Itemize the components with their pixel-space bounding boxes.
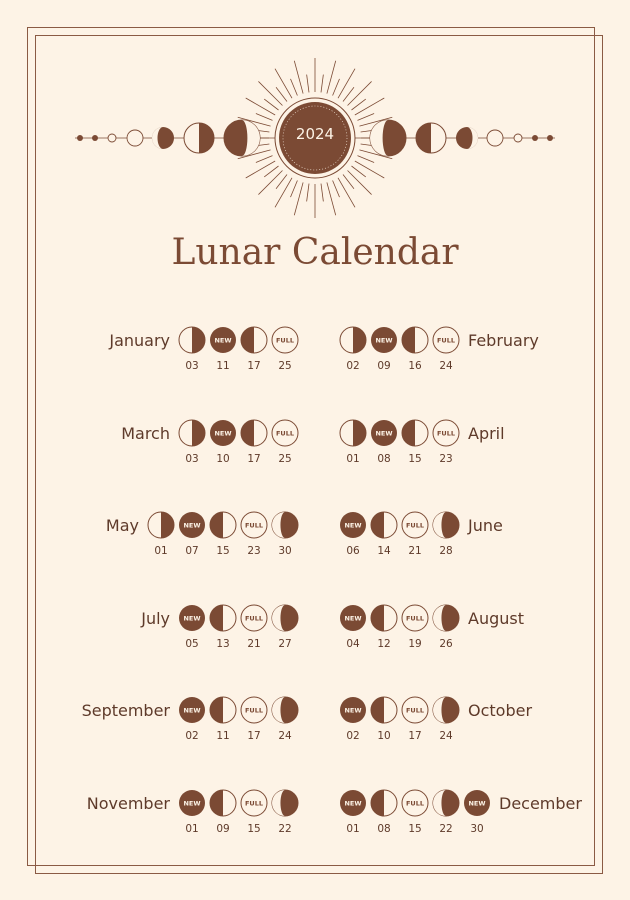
phase-date: 23	[439, 453, 453, 465]
phase-date: 24	[439, 360, 453, 372]
phase-date: 19	[408, 638, 422, 650]
moon-phase-icon	[77, 135, 83, 141]
phase-date: 25	[278, 360, 292, 372]
moon-phase-icon	[532, 135, 538, 141]
svg-text:NEW: NEW	[183, 799, 201, 808]
phase-date: 08	[377, 453, 391, 465]
svg-text:NEW: NEW	[214, 429, 232, 438]
svg-text:FULL: FULL	[275, 336, 295, 345]
phase-date: 15	[408, 453, 422, 465]
moon-phase-icon	[184, 123, 214, 153]
svg-text:FULL: FULL	[405, 799, 425, 808]
phase-date: 07	[185, 545, 199, 557]
full-moon-icon	[432, 419, 460, 447]
moon-phase-icon	[370, 511, 398, 539]
svg-text:FULL: FULL	[405, 521, 425, 530]
phase-date: 12	[377, 638, 391, 650]
year-label: 2024	[295, 125, 335, 143]
full-moon-icon	[401, 696, 429, 724]
svg-text:NEW: NEW	[183, 706, 201, 715]
svg-text:NEW: NEW	[344, 799, 362, 808]
svg-text:NEW: NEW	[375, 429, 393, 438]
month-name: November	[86, 794, 170, 813]
phase-date: 23	[247, 545, 261, 557]
svg-text:NEW: NEW	[468, 799, 486, 808]
full-moon-icon	[401, 511, 429, 539]
svg-text:FULL: FULL	[436, 336, 456, 345]
full-moon-icon	[432, 326, 460, 354]
phase-date: 01	[346, 823, 360, 835]
phase-date: 22	[439, 823, 453, 835]
phase-date: 30	[278, 545, 292, 557]
phase-date: 08	[377, 823, 391, 835]
phase-date: 14	[377, 545, 391, 557]
new-moon-icon	[339, 789, 367, 817]
moon-phase-icon	[108, 134, 116, 142]
moon-phase-icon	[547, 135, 553, 141]
moon-phase-icon	[432, 511, 460, 539]
moon-phase-icon	[432, 789, 460, 817]
month-name: October	[468, 701, 533, 720]
phase-date: 17	[247, 360, 261, 372]
svg-text:NEW: NEW	[375, 336, 393, 345]
full-moon-icon	[401, 789, 429, 817]
phase-date: 03	[185, 453, 199, 465]
svg-text:NEW: NEW	[214, 336, 232, 345]
svg-text:NEW: NEW	[183, 521, 201, 530]
phase-date: 21	[408, 545, 422, 557]
phase-date: 02	[346, 730, 360, 742]
moon-phase-icon	[487, 130, 503, 146]
month-name: December	[499, 794, 582, 813]
month-name: March	[121, 424, 170, 443]
moon-phase-icon	[432, 604, 460, 632]
moon-phase-icon	[224, 120, 260, 156]
svg-text:NEW: NEW	[344, 521, 362, 530]
moon-phase-icon	[456, 127, 478, 149]
new-moon-icon	[339, 604, 367, 632]
phase-date: 17	[408, 730, 422, 742]
moon-phase-icon	[401, 326, 429, 354]
month-april	[0, 419, 630, 465]
svg-text:FULL: FULL	[244, 799, 264, 808]
svg-text:FULL: FULL	[244, 521, 264, 530]
phase-date: 22	[278, 823, 292, 835]
phase-date: 16	[408, 360, 422, 372]
phase-date: 10	[377, 730, 391, 742]
month-name: May	[105, 516, 139, 535]
phase-date: 11	[216, 730, 230, 742]
moon-phase-icon	[152, 127, 174, 149]
month-name: September	[81, 701, 170, 720]
moon-phase-icon	[339, 419, 367, 447]
new-moon-icon	[463, 789, 491, 817]
phase-date: 15	[408, 823, 422, 835]
month-name: August	[468, 609, 524, 628]
phase-date: 02	[185, 730, 199, 742]
phase-date: 24	[278, 730, 292, 742]
new-moon-icon	[339, 511, 367, 539]
phase-date: 15	[216, 545, 230, 557]
new-moon-icon	[370, 419, 398, 447]
phase-date: 10	[216, 453, 230, 465]
phase-date: 30	[470, 823, 484, 835]
moon-phase-icon	[416, 123, 446, 153]
new-moon-icon	[370, 326, 398, 354]
svg-text:NEW: NEW	[344, 706, 362, 715]
phase-date: 13	[216, 638, 230, 650]
moon-phase-icon	[127, 130, 143, 146]
phase-date: 01	[346, 453, 360, 465]
moon-phase-icon	[514, 134, 522, 142]
month-december	[0, 789, 630, 835]
phase-date: 25	[278, 453, 292, 465]
moon-phase-icon	[432, 696, 460, 724]
phase-date: 02	[346, 360, 360, 372]
svg-text:FULL: FULL	[436, 429, 456, 438]
phase-date: 09	[216, 823, 230, 835]
month-name: February	[468, 331, 539, 350]
phase-date: 17	[247, 730, 261, 742]
month-name: June	[468, 516, 503, 535]
phase-date: 01	[185, 823, 199, 835]
phase-date: 03	[185, 360, 199, 372]
phase-date: 06	[346, 545, 360, 557]
month-name: July	[141, 609, 170, 628]
phase-date: 04	[346, 638, 360, 650]
month-august	[0, 604, 630, 650]
phase-date: 26	[439, 638, 453, 650]
svg-text:FULL: FULL	[244, 614, 264, 623]
month-name: January	[109, 331, 170, 350]
month-june	[0, 511, 630, 557]
svg-text:NEW: NEW	[183, 614, 201, 623]
phase-date: 17	[247, 453, 261, 465]
phase-date: 27	[278, 638, 292, 650]
moon-phase-icon	[370, 789, 398, 817]
full-moon-icon	[401, 604, 429, 632]
phase-date: 05	[185, 638, 199, 650]
phase-date: 09	[377, 360, 391, 372]
moon-phase-icon	[339, 326, 367, 354]
phase-date: 15	[247, 823, 261, 835]
phase-date: 24	[439, 730, 453, 742]
phase-date: 11	[216, 360, 230, 372]
svg-text:FULL: FULL	[275, 429, 295, 438]
new-moon-icon	[339, 696, 367, 724]
page-title: Lunar Calendar	[171, 232, 459, 273]
moon-phase-icon	[370, 604, 398, 632]
svg-text:FULL: FULL	[405, 614, 425, 623]
moon-phase-icon	[92, 135, 98, 141]
svg-text:FULL: FULL	[405, 706, 425, 715]
month-name: April	[468, 424, 505, 443]
month-february	[0, 326, 630, 372]
phase-date: 21	[247, 638, 261, 650]
phase-date: 01	[154, 545, 168, 557]
svg-text:NEW: NEW	[344, 614, 362, 623]
phase-date: 28	[439, 545, 453, 557]
month-october	[0, 696, 630, 742]
moon-phase-icon	[401, 419, 429, 447]
svg-text:FULL: FULL	[244, 706, 264, 715]
moon-phase-icon	[370, 120, 406, 156]
moon-phase-icon	[370, 696, 398, 724]
